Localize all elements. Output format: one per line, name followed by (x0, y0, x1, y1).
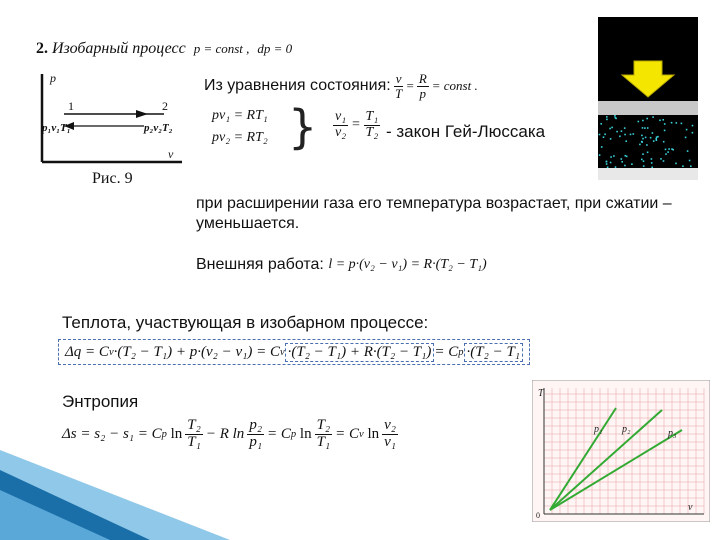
fraction-r-over-p: $\frac{R}{p}$ (418, 71, 427, 101)
graph-x-label: v (688, 502, 693, 513)
isobar-p2-label: p₂ (622, 424, 631, 435)
isobar-p3-label: p₃ (668, 428, 677, 439)
tv-isobar-graph (532, 380, 710, 522)
state-2-label: p₂v₂T₂ (144, 122, 173, 134)
entropy-equation: Δs = s₂ − s₁ = C p ln $\frac{\text{T₂}}{\text{T₁}}$ − R ln $\frac{\text{p₂}}{\text{p₁}}$ = C p ln $\frac{\text{T₂}}{\text{T₁}}$ = C v ln $\frac{\text{v₂}}{\text{v₁}}$ (62, 417, 397, 450)
pv-diagram (36, 70, 186, 170)
fraction-t1-t2: $\frac{\text{T₁}}{\text{T₂}}$ (365, 109, 379, 140)
piston-plate (598, 101, 698, 115)
equation-state-2: pv₂ = RT₂ (212, 130, 268, 145)
graph-origin-label: 0 (536, 511, 540, 520)
section-title (36, 40, 292, 58)
work-label: Внешняя работа: (196, 256, 324, 273)
right-brace-icon: } (288, 100, 318, 154)
section-number: 2. (36, 40, 48, 57)
state-1-label: p₁v₁T₁ (42, 122, 71, 134)
point-1-label: 1 (68, 99, 74, 113)
work-formula: l = p·(v₂ − v₁) = R·(T₂ − T₁) (328, 257, 487, 272)
graph-y-label: T (538, 388, 544, 399)
heat-equation: Δq = C v ·(T₂ − T₁) + p·(v₂ − v₁) = C v ·(T₂ − T₁) + R·(T₂ − T₁) = C p ·(T₂ − T₁ (58, 339, 530, 365)
piston-animation (598, 17, 698, 180)
expansion-paragraph: при расширении газа его температура возрастает, при сжатии – уменьшается. (196, 195, 672, 232)
equation-state-1: pv₁ = RT₁ (212, 108, 268, 123)
heat-title: Теплота, участвующая в изобарном процессе: (62, 313, 429, 332)
isobar-p1-label: p₁ (594, 424, 603, 435)
gay-lussac-law: - закон Гей-Люссака (386, 122, 546, 141)
heat-boxed-term: ·(T₂ − T₁) + R·(T₂ − T₁) (285, 343, 435, 362)
condition-p-const: p = const , (193, 41, 250, 56)
external-work (196, 256, 487, 274)
state-equation: Из уравнения состояния: $\frac{v}{T}$ = $\frac{R}{p}$ = const . (204, 71, 478, 101)
axis-p-label: p (50, 71, 56, 85)
piston-base (598, 168, 698, 180)
figure-caption: Рис. 9 (92, 170, 133, 187)
const-rhs: = const . (431, 78, 478, 94)
fraction-v1-v2: $\frac{\text{v₁}}{\text{v₂}}$ (335, 109, 347, 140)
section-heading: Изобарный процесс (52, 40, 186, 57)
condition-dp-zero: dp = 0 (257, 41, 293, 56)
axis-v-label: v (168, 147, 174, 161)
equation-system (212, 108, 268, 146)
decorative-wedge (0, 440, 230, 540)
volume-temperature-ratio: $\frac{\text{v₁}}{\text{v₂}}$ = $\frac{\text{T₁}}{\text{T₂}}$ (335, 109, 379, 140)
fraction-v-over-t: $\frac{v}{T}$ (394, 71, 403, 101)
point-2-label: 2 (162, 99, 168, 113)
state-equation-intro: Из уравнения состояния: (204, 77, 391, 95)
gas-particles (598, 115, 698, 170)
down-arrow-icon (598, 17, 698, 101)
entropy-title: Энтропия (62, 392, 139, 411)
heat-boxed-term-2: ·(T₂ − T₁ (464, 343, 523, 362)
